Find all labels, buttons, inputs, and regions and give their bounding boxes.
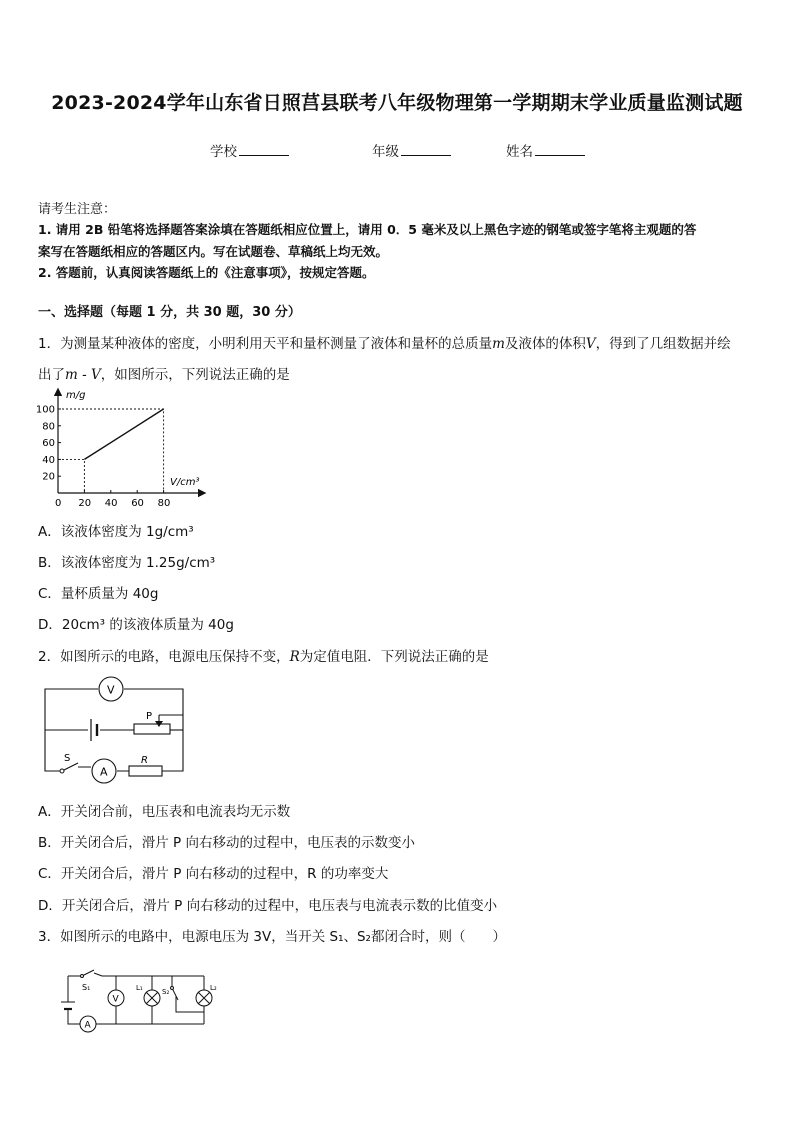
q3-lamp-l2-cross [198, 992, 210, 1004]
q1-var-m: m [492, 336, 505, 352]
y-tick-label: 40 [42, 454, 55, 466]
q2-resistor [129, 766, 162, 776]
q3-voltmeter-label: V [112, 994, 119, 1005]
q1-stem-d: 出了 [38, 367, 65, 383]
q1-stem-a: 1．为测量某种液体的密度，小明利用天平和量杯测量了液体和量杯的总质量 [38, 336, 493, 352]
q3-switch-s2 [172, 988, 178, 1000]
notice-item1-line2: 案写在答题纸相应的答题区内。写在试题卷、草稿纸上均无效。 [38, 244, 389, 259]
q3-stem: 3．如图所示的电路中，电源电压为 3V，当开关 S₁、S₂都闭合时，则（ ） [38, 929, 506, 945]
q2-stem-a: 2．如图所示的电路，电源电压保持不变， [38, 649, 290, 665]
q2-voltmeter-label: V [107, 683, 115, 697]
x-axis-label: V/cm³ [170, 477, 200, 488]
q3-l2-label: L₂ [210, 984, 217, 992]
notice-item2: 2. 答题前，认真阅读答题纸上的《注意事项》，按规定答题。 [38, 265, 375, 280]
y-tick-label: 60 [42, 438, 55, 450]
q3-switch-s1 [82, 970, 94, 976]
chart-series [84, 409, 163, 459]
q1-mv: m - V [65, 367, 101, 383]
q1-mv-graph [32, 384, 212, 512]
q1-stem-e: ，如图所示，下列说法正确的是 [100, 367, 290, 383]
q3-s1-label: S₁ [82, 983, 91, 992]
q1-stem-b: 及液体的体积 [504, 336, 586, 352]
notice-heading: 请考生注意： [38, 202, 117, 217]
y-tick-label: 20 [42, 471, 55, 483]
q3-l1-label: L₁ [136, 984, 143, 992]
q3-s2-label: S₂ [162, 988, 170, 996]
q2-resistor-label: R [141, 755, 148, 766]
q3-s1-contact [81, 975, 84, 978]
q2-option-b: B．开关闭合后，滑片 P 向右移动的过程中，电压表的示数变小 [38, 835, 415, 851]
page-title: 2023-2024学年山东省日照莒县联考八年级物理第一学期期末学业质量监测试题 [51, 92, 743, 114]
q3-branch-s2 [172, 976, 204, 1012]
school-label: 学校 [210, 144, 237, 160]
q1-option-b: B．该液体密度为 1.25g/cm³ [38, 555, 216, 571]
q2-var-r: R [289, 649, 300, 665]
q3-wire-top [68, 973, 204, 976]
q3-ammeter-label: A [84, 1020, 91, 1031]
x-tick-label: 60 [131, 498, 144, 509]
name-field [506, 140, 585, 160]
q2-option-d: D．开关闭合后，滑片 P 向右移动的过程中，电压表与电流表示数的比值变小 [38, 898, 498, 914]
x-tick-label: 0 [55, 498, 62, 509]
q3-circuit-diagram [58, 966, 230, 1034]
school-field [210, 140, 289, 160]
q1-option-a: A．该液体密度为 1g/cm³ [38, 524, 194, 540]
q2-switch-contact [60, 769, 64, 773]
x-tick-label: 20 [78, 498, 92, 509]
name-blank [535, 143, 585, 156]
q1-stem-c: ，得到了几组数据并绘 [595, 336, 731, 352]
q3-lamp-l1-cross [146, 992, 158, 1004]
start-guide [58, 459, 84, 493]
chart-guides [58, 409, 164, 493]
end-guide [58, 409, 164, 493]
grade-blank [401, 143, 451, 156]
q3-s2-contact [171, 987, 174, 990]
q1-stem-line1 [38, 332, 731, 352]
q1-option-c: C．量杯质量为 40g [38, 586, 159, 602]
q2-ammeter-label: A [100, 765, 108, 779]
y-tick-label: 100 [35, 404, 55, 416]
q2-switch-label: S [64, 753, 71, 764]
school-blank [239, 143, 289, 156]
notice-item1-line1: 1. 请用 2B 铅笔将选择题答案涂填在答题纸相应位置上，请用 0．5 毫米及以上黑色字迹的钢笔或签字笔将主观题的答 [38, 222, 697, 237]
grade-label: 年级 [372, 144, 399, 160]
q2-stem-b: 为定值电阻．下列说法正确的是 [299, 649, 489, 665]
y-axis-label: m/g [66, 390, 86, 401]
q2-circuit-diagram [38, 675, 198, 785]
x-tick-label: 40 [104, 498, 118, 509]
q2-wire-bottom [45, 730, 129, 771]
q1-var-v: V [585, 336, 596, 352]
q1-stem-line2 [38, 363, 290, 383]
q2-stem [38, 645, 489, 665]
q2-option-c: C．开关闭合后，滑片 P 向右移动的过程中，R 的功率变大 [38, 866, 389, 882]
x-tick-label: 80 [157, 498, 171, 509]
q2-slider-wire [159, 715, 183, 722]
series-line [84, 409, 163, 459]
section-heading: 一、选择题（每题 1 分，共 30 题，30 分） [38, 305, 301, 320]
name-label: 姓名 [506, 144, 533, 160]
grade-field [372, 140, 451, 160]
q2-option-a: A．开关闭合前，电压表和电流表均无示数 [38, 804, 291, 820]
q2-rheostat [134, 724, 170, 734]
q1-option-d: D．20cm³ 的该液体质量为 40g [38, 617, 234, 633]
q2-switch-blade [62, 763, 78, 771]
y-tick-label: 80 [42, 421, 55, 433]
q2-slider-label: P [146, 711, 153, 722]
